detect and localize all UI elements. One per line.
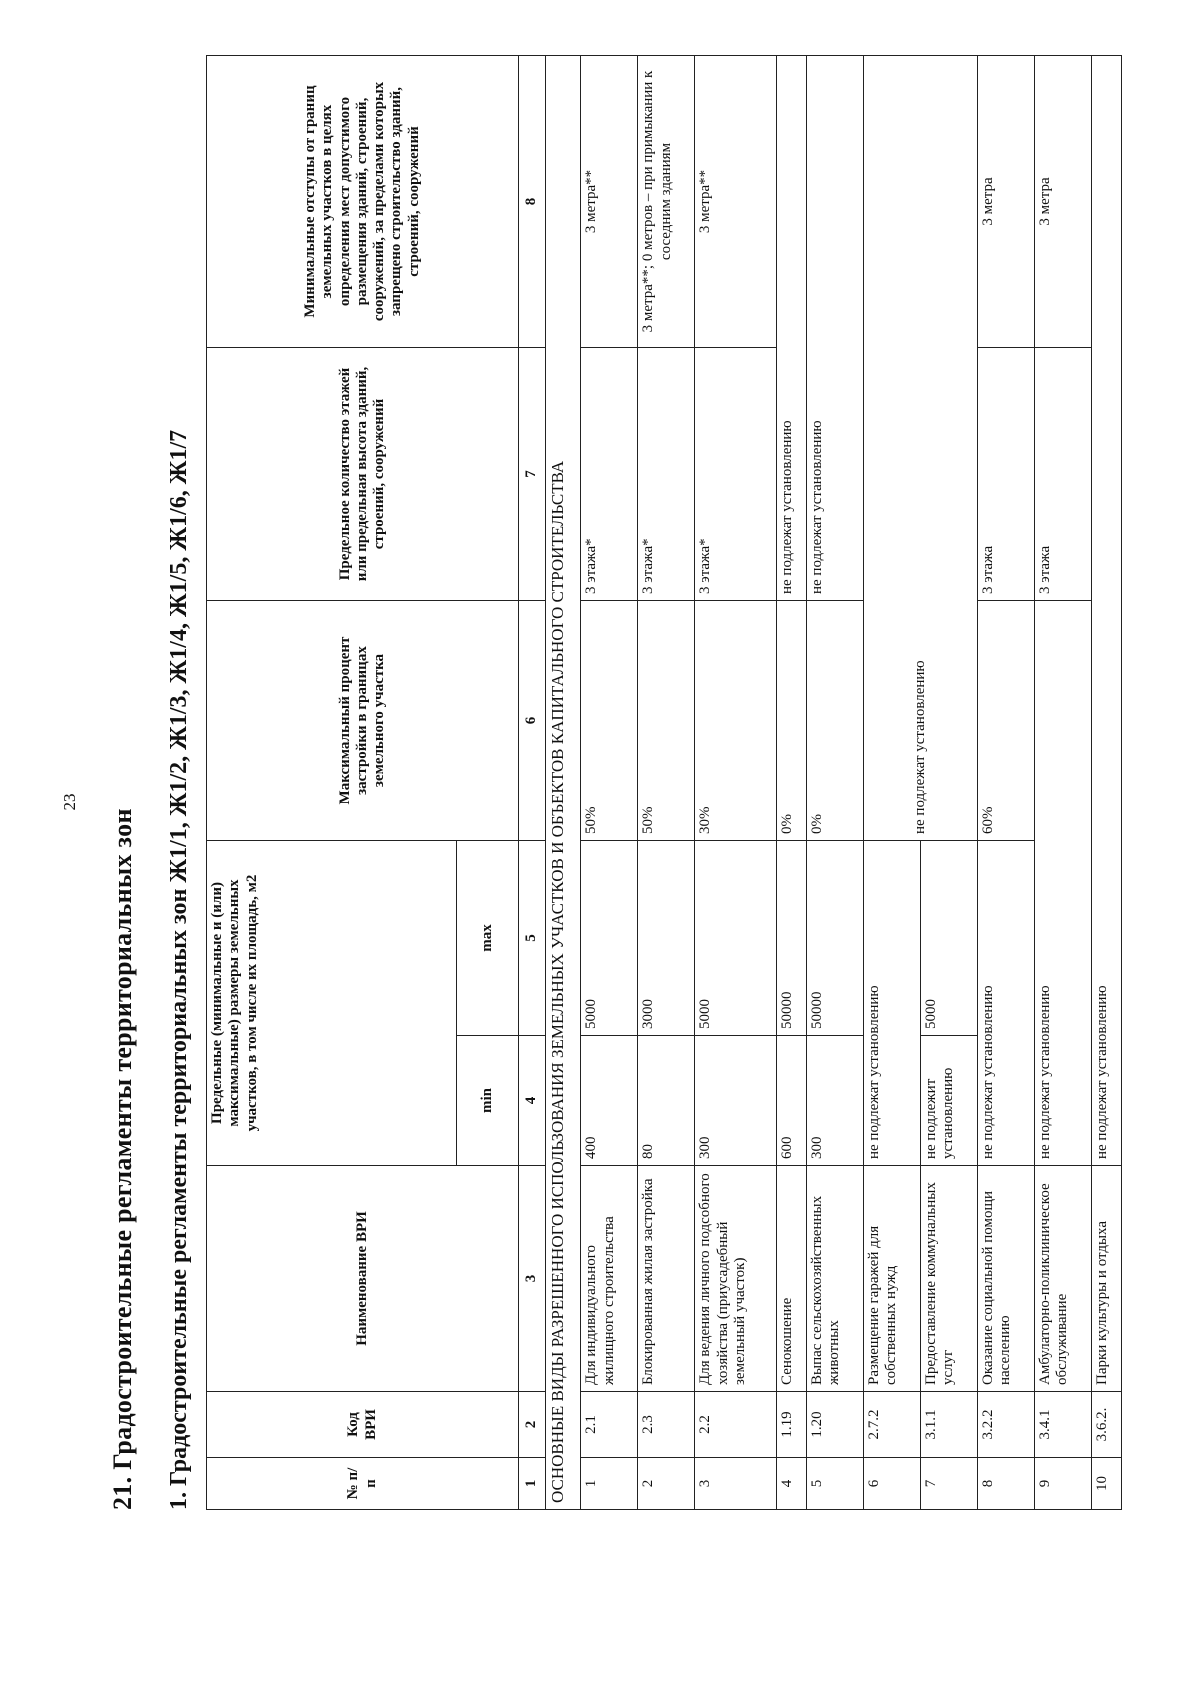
- row-area-not-established: не подлежат установлению: [864, 841, 921, 1166]
- column-number: 5: [519, 841, 546, 1036]
- header-area-group: Предельные (минимальные и (или) максимальные) размеры земельных участков, в том числе их площадь, м2: [207, 841, 457, 1166]
- row-percent: 50%: [581, 601, 638, 841]
- row-percent: 50%: [638, 601, 695, 841]
- row-min: 300: [695, 1036, 777, 1166]
- row-name: Для ведения личного подсобного хозяйства (приусадебный земельный участок): [695, 1166, 777, 1392]
- row-code: 2.1: [581, 1392, 638, 1458]
- row-name: Предоставление коммунальных услуг: [921, 1166, 978, 1392]
- row-setback: 3 метра**: [581, 56, 638, 348]
- table-row: [864, 56, 921, 1510]
- header-min: min: [457, 1036, 519, 1166]
- row-code: 2.2: [695, 1392, 777, 1458]
- row-min: 600: [777, 1036, 807, 1166]
- row-floors: 3 этажа*: [638, 348, 695, 601]
- section-title-row: ОСНОВНЫЕ ВИДЫ РАЗРЕШЕННОГО ИСПОЛЬЗОВАНИЯ ЗЕМЕЛЬНЫХ УЧАСТКОВ И ОБЪЕКТОВ КАПИТАЛЬНОГО СТРОИТЕЛЬСТВА: [546, 56, 581, 1510]
- row-number: 3: [695, 1458, 777, 1510]
- row-floors: 3 этажа: [977, 348, 1034, 601]
- row-min: 400: [581, 1036, 638, 1166]
- row-number: 7: [921, 1458, 978, 1510]
- column-number: 1: [519, 1458, 546, 1510]
- row-min: не подлежит установлению: [921, 1036, 978, 1166]
- row-area-not-established: не подлежат установлению: [977, 841, 1034, 1166]
- header-max: max: [457, 841, 519, 1036]
- row-area-not-established: не подлежат установлению: [1034, 601, 1091, 1166]
- row-name: Парки культуры и отдыха: [1092, 1166, 1122, 1392]
- column-number: 3: [519, 1166, 546, 1392]
- column-number: 2: [519, 1392, 546, 1458]
- row-code: 3.4.1: [1034, 1392, 1091, 1458]
- header-name: Наименование ВРИ: [207, 1166, 519, 1392]
- row-name: Размещение гаражей для собственных нужд: [864, 1166, 921, 1392]
- table-row: [1034, 56, 1091, 1510]
- row-setback: 3 метра**; 0 метров – при примыкании к соседним зданиям: [638, 56, 695, 348]
- row-max: 3000: [638, 841, 695, 1036]
- table-row: [777, 56, 807, 1510]
- row-percent: 30%: [695, 601, 777, 841]
- rotated-content: [106, 50, 1200, 1510]
- column-number: 7: [519, 348, 546, 601]
- row-number: 4: [777, 1458, 807, 1510]
- row-max: 5000: [695, 841, 777, 1036]
- row-code: 3.6.2.: [1092, 1392, 1122, 1458]
- row-number: 2: [638, 1458, 695, 1510]
- row-setback: 3 метра**: [695, 56, 777, 348]
- row-not-established-block: не подлежат установлению: [864, 56, 978, 841]
- row-number: 10: [1092, 1458, 1122, 1510]
- row-percent: 0%: [777, 601, 807, 841]
- table-row: [695, 56, 777, 1510]
- table-row: [581, 56, 638, 1510]
- row-name: Сенокошение: [777, 1166, 807, 1392]
- row-percent: 0%: [807, 601, 864, 841]
- row-area-not-established: не подлежат установлению: [1092, 56, 1122, 1166]
- row-max: 50000: [777, 841, 807, 1036]
- row-not-established: не подлежат установлению: [807, 56, 864, 601]
- column-number: 8: [519, 56, 546, 348]
- row-name: Выпас сельскохозяйственных животных: [807, 1166, 864, 1392]
- page-number: 23: [60, 793, 79, 811]
- header-setbacks: Минимальные отступы от границ земельных участков в целях определения мест допустимого размещения зданий, строений, сооружений, за пределами которых запрещено строительство зданий, строений, сооружений: [207, 56, 519, 348]
- row-code: 3.2.2: [977, 1392, 1034, 1458]
- row-name: Амбулаторно-поликлиническое обслуживание: [1034, 1166, 1091, 1392]
- header-number: № п/п: [207, 1458, 519, 1510]
- row-max: 5000: [581, 841, 638, 1036]
- row-code: 1.20: [807, 1392, 864, 1458]
- header-max-percent: Максимальный процент застройки в границах земельного участка: [207, 601, 519, 841]
- column-number: 6: [519, 601, 546, 841]
- regulations-table: [206, 55, 1122, 1510]
- row-percent: 60%: [977, 601, 1034, 841]
- header-code: Код ВРИ: [207, 1392, 519, 1458]
- table-row: [1092, 56, 1122, 1510]
- row-code: 2.3: [638, 1392, 695, 1458]
- row-min: 300: [807, 1036, 864, 1166]
- row-code: 1.19: [777, 1392, 807, 1458]
- column-number: 4: [519, 1036, 546, 1166]
- table-row: [638, 56, 695, 1510]
- header-floors: Предельное количество этажей или предельная высота зданий, строений, сооружений: [207, 348, 519, 601]
- row-setback: 3 метра: [977, 56, 1034, 348]
- row-not-established: не подлежат установлению: [777, 56, 807, 601]
- section-heading: 21. Градостроительные регламенты территориальных зон: [108, 808, 137, 1510]
- row-floors: 3 этажа*: [581, 348, 638, 601]
- row-number: 1: [581, 1458, 638, 1510]
- row-setback: 3 метра: [1034, 56, 1091, 348]
- row-name: Оказание социальной помощи населению: [977, 1166, 1034, 1392]
- row-name: Для индивидуального жилищного строительства: [581, 1166, 638, 1392]
- row-number: 6: [864, 1458, 921, 1510]
- row-floors: 3 этажа*: [695, 348, 777, 601]
- row-max: 50000: [807, 841, 864, 1036]
- row-number: 5: [807, 1458, 864, 1510]
- row-min: 80: [638, 1036, 695, 1166]
- table-row: [807, 56, 864, 1510]
- row-floors: 3 этажа: [1034, 348, 1091, 601]
- row-max: 5000: [921, 841, 978, 1036]
- row-code: 3.1.1: [921, 1392, 978, 1458]
- subsection-heading: 1. Градостроительные регламенты территориальных зон Ж1/1, Ж1/2, Ж1/3, Ж1/4, Ж1/5, Ж1/6, Ж1/7: [166, 429, 192, 1510]
- row-code: 2.7.2: [864, 1392, 921, 1458]
- row-number: 9: [1034, 1458, 1091, 1510]
- table-row: [977, 56, 1034, 1510]
- row-name: Блокированная жилая застройка: [638, 1166, 695, 1392]
- row-number: 8: [977, 1458, 1034, 1510]
